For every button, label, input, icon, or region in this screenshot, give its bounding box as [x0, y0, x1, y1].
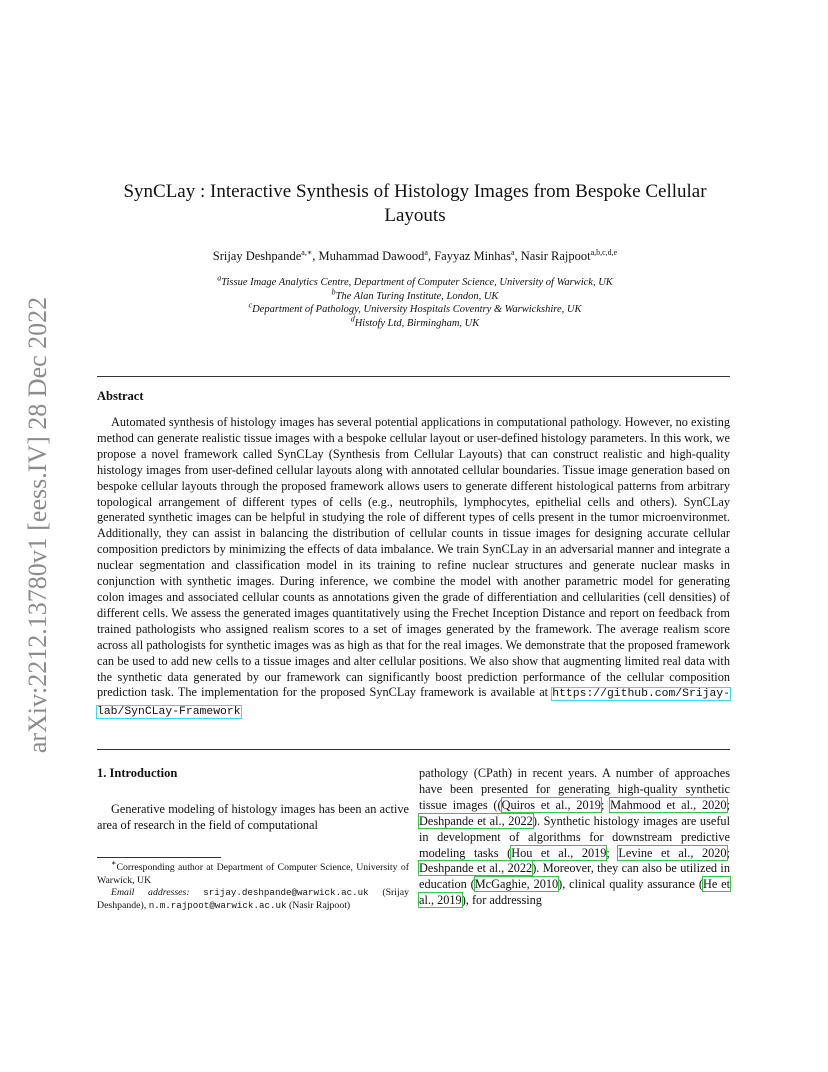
- intro-paragraph: Generative modeling of histology images has been an active area of research in the field of computational: [97, 801, 409, 832]
- github-link[interactable]: https://github.com/Srijay-lab/SynCLay-Framework: [97, 688, 730, 719]
- citation-link[interactable]: Deshpande et al., 2022: [419, 861, 533, 876]
- affiliation: $^a$Tissue Image Analytics Centre, Department of Computer Science, University of Warwick, UK: [217, 273, 613, 288]
- citation-link[interactable]: Quiros et al., 2019: [501, 797, 601, 812]
- citation-link[interactable]: Mahmood et al., 2020: [610, 797, 727, 812]
- affiliation-list: [100, 273, 730, 330]
- author: Muhammad Dawood$^a$,: [318, 247, 435, 263]
- email-address[interactable]: n.m.rajpoot@warwick.ac.uk: [148, 899, 287, 911]
- arxiv-id: arXiv:2212.13780v1 [eess.IV] 28 Dec 2022: [23, 296, 52, 754]
- affiliation: $^b$The Alan Turing Institute, London, UK: [331, 287, 499, 302]
- affiliation: $^c$Department of Pathology, University Hospitals Coventry & Warwickshire, UK: [248, 300, 582, 315]
- email-address[interactable]: srijay.deshpande@warwick.ac.uk: [203, 887, 369, 899]
- footnote-corresponding: ∗Corresponding author at Department of Computer Science, University of Warwick, UK: [97, 858, 409, 886]
- author: Nasir Rajpoot$^{a,b,c,d,e}$: [520, 247, 618, 263]
- section-heading-introduction: 1. Introduction: [97, 766, 178, 780]
- paper-title: SynCLay : Interactive Synthesis of Histology Images from Bespoke Cellular Layouts: [123, 181, 707, 226]
- abstract-heading: Abstract: [97, 389, 144, 403]
- arxiv-sidebar-stamp: [18, 270, 58, 780]
- citation-link[interactable]: Levine et al., 2020: [618, 845, 727, 860]
- abstract-bottom-rule: [97, 749, 730, 750]
- citation-link[interactable]: McGaghie, 2010: [474, 877, 559, 892]
- author: Srijay Deshpande$^{a,∗}$,: [212, 247, 319, 263]
- citation-link[interactable]: Hou et al., 2019: [511, 845, 607, 860]
- author: Fayyaz Minhas$^a$,: [434, 247, 521, 263]
- author-list: [100, 248, 730, 264]
- left-column: [97, 766, 409, 834]
- footnote-emails: Email addresses: srijay.deshpande@warwick.ac.uk (Srijay Deshpande), n.m.rajpoot@warwick.ac.uk (Nasir Rajpoot): [97, 887, 409, 911]
- affiliation: $^d$Histofy Ltd, Birmingham, UK: [350, 314, 480, 329]
- abstract-text: Automated synthesis of histology images has several potential applications in computational pathology. However, no existing method can generate realistic tissue images with a bespoke cellular layout or user-defined histology parameters. In this work, we propose a novel framework called SynCLay (Synthesis from Cellular Layouts) that can construct realistic and high-quality histology images from user-defined cellular layouts along with annotated cellular boundaries. Tissue image generation based on bespoke cellular layouts through the proposed framework allows users to generate different histological patterns from arbitrary topological arrangement of different types of cells (e.g., neutrophils, lymphocytes, epithelial cells and others). SynCLay generated synthetic images can be helpful in studying the role of different types of cells present in the tumor microenvironmet. Additionally, they can assist in balancing the distribution of cellular counts in tissue images for designing accurate cellular composition predictors by minimizing the effects of data imbalance. We train SynCLay in an adversarial manner and integrate a nuclear segmentation and classification model in its training to refine nuclear structures and generate nuclear masks in conjunction with synthetic images. During inference, we combine the model with another parametric model for generating colon images and associated cellular counts as annotations given the grade of differentiation and cellularities (cell densities) of different cells. We assess the generated images quantitatively using the Frechet Inception Distance and report on feedback from trained pathologists who assigned realism scores to a set of images generated by the framework. The average realism score across all pathologists for synthetic images was as high as that for the real images. We demonstrate that the proposed framework can be used to add new cells to a tissue images and alter cellular positions. We also show that augmenting limited real data with the synthetic data generated by our framework can significantly boost prediction performance of the cellular composition prediction task. The implementation for the proposed SynCLay framework is available at https://github.com/Srijay-lab/SynCLay-Framework: [97, 415, 730, 719]
- citation-link[interactable]: Deshpande et al., 2022: [419, 813, 533, 828]
- intro-paragraph-continued: pathology (CPath) in recent years. A number of approaches have been presented for generating high-quality synthetic tissue images ((Quiros et al., 2019; Mahmood et al., 2020; Deshpande et al., 2022). Synthetic histology images are useful in development of algorithms for downstream predictive modeling tasks (Hou et al., 2019; Levine et al., 2020; Deshpande et al., 2022). Moreover, they can also be utilized in education (McGaghie, 2010), clinical quality assurance (He et al., 2019), for addressing: [419, 766, 730, 908]
- right-column: [419, 766, 730, 909]
- footnotes: [97, 858, 409, 912]
- citation-link[interactable]: He et al., 2019: [419, 877, 730, 908]
- abstract-top-rule: [97, 376, 730, 377]
